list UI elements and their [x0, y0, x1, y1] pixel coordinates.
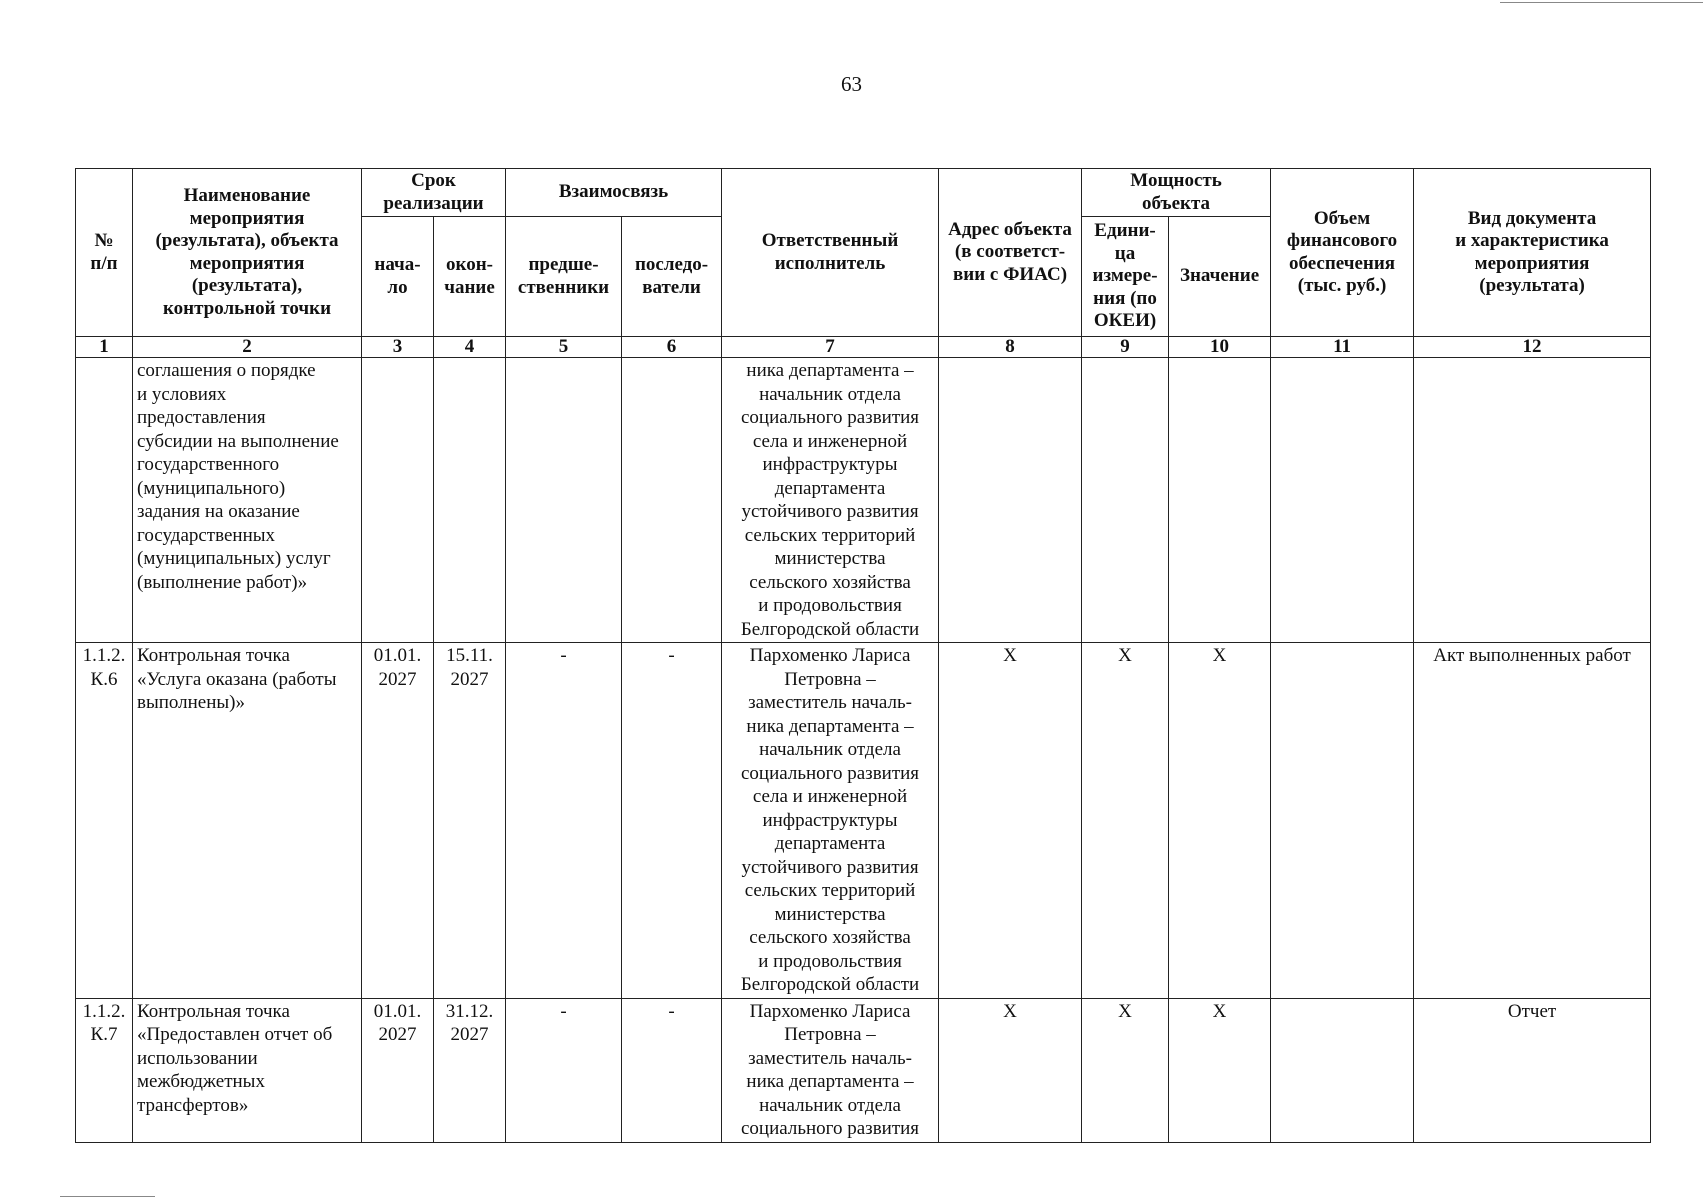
row-end: 15.11. 2027: [434, 643, 506, 999]
row-successors: -: [622, 643, 722, 999]
row-funding: [1271, 998, 1414, 1142]
column-number: 11: [1271, 337, 1414, 358]
row-predecessors: -: [506, 998, 622, 1142]
header-term-end: окон- чание: [434, 217, 506, 337]
column-number: 2: [133, 337, 362, 358]
column-number: 4: [434, 337, 506, 358]
row-funding: [1271, 358, 1414, 643]
row-doc: Отчет: [1414, 998, 1651, 1142]
row-doc: [1414, 358, 1651, 643]
row-name: соглашения о порядке и условиях предоставления субсидии на выполнение государственного (муниципального) задания на оказание государственных (муниципальных) услуг (выполнение работ)»: [133, 358, 362, 643]
row-responsible: Пархоменко Лариса Петровна – заместитель началь- ника департамента – начальник отдела социального развития села и инженерной инфраструктуры департамента устойчивого развития сельских территорий министерства сельского хозяйства и продовольствия Белгородской области: [722, 643, 939, 999]
bottom-left-rule: [60, 1196, 155, 1197]
table-row: [76, 998, 1651, 1142]
column-number: 9: [1082, 337, 1169, 358]
row-start: [362, 358, 434, 643]
row-unit: [1082, 358, 1169, 643]
column-number: 12: [1414, 337, 1651, 358]
column-number: 10: [1169, 337, 1271, 358]
row-value: X: [1169, 998, 1271, 1142]
header-term: Срок реализации: [362, 169, 506, 217]
table-row: [76, 358, 1651, 643]
row-start: 01.01. 2027: [362, 643, 434, 999]
row-start: 01.01. 2027: [362, 998, 434, 1142]
header-name: Наименование мероприятия (результата), объекта мероприятия (результата), контрольной точки: [133, 169, 362, 337]
column-number: 3: [362, 337, 434, 358]
header-relation: Взаимосвязь: [506, 169, 722, 217]
top-right-rule: [1500, 2, 1703, 3]
row-end: 31.12. 2027: [434, 998, 506, 1142]
row-successors: -: [622, 998, 722, 1142]
row-successors: [622, 358, 722, 643]
column-number: 1: [76, 337, 133, 358]
row-value: [1169, 358, 1271, 643]
column-number: 7: [722, 337, 939, 358]
header-num: № п/п: [76, 169, 133, 337]
header-doc-type: Вид документа и характеристика мероприятия (результата): [1414, 169, 1651, 337]
row-value: X: [1169, 643, 1271, 999]
header-capacity: Мощность объекта: [1082, 169, 1271, 217]
row-unit: X: [1082, 643, 1169, 999]
header-value: Значение: [1169, 217, 1271, 337]
plan-table: [75, 168, 1651, 1143]
header-responsible: Ответственный исполнитель: [722, 169, 939, 337]
row-funding: [1271, 643, 1414, 999]
row-predecessors: [506, 358, 622, 643]
row-address: X: [939, 643, 1082, 999]
header-term-start: нача- ло: [362, 217, 434, 337]
row-name: Контрольная точка «Предоставлен отчет об использовании межбюджетных трансфертов»: [133, 998, 362, 1142]
row-address: X: [939, 998, 1082, 1142]
row-number: 1.1.2. К.6: [76, 643, 133, 999]
row-number: [76, 358, 133, 643]
row-end: [434, 358, 506, 643]
header-funding: Объем финансового обеспечения (тыс. руб.): [1271, 169, 1414, 337]
header-unit: Едини- ца измере- ния (по ОКЕИ): [1082, 217, 1169, 337]
row-address: [939, 358, 1082, 643]
column-number: 6: [622, 337, 722, 358]
table-row: [76, 643, 1651, 999]
row-predecessors: -: [506, 643, 622, 999]
header-successors: последо- ватели: [622, 217, 722, 337]
header-predecessors: предше- ственники: [506, 217, 622, 337]
column-number: 8: [939, 337, 1082, 358]
header-address: Адрес объекта (в соответст- вии с ФИАС): [939, 169, 1082, 337]
row-name: Контрольная точка «Услуга оказана (работы выполнены)»: [133, 643, 362, 999]
column-number-row: [76, 337, 1651, 358]
row-number: 1.1.2. К.7: [76, 998, 133, 1142]
row-responsible: ника департамента – начальник отдела социального развития села и инженерной инфраструктуры департамента устойчивого развития сельских территорий министерства сельского хозяйства и продовольствия Белгородской области: [722, 358, 939, 643]
column-number: 5: [506, 337, 622, 358]
row-unit: X: [1082, 998, 1169, 1142]
row-doc: Акт выполненных работ: [1414, 643, 1651, 999]
page-number: 63: [841, 72, 862, 96]
row-responsible: Пархоменко Лариса Петровна – заместитель началь- ника департамента – начальник отдела социального развития: [722, 998, 939, 1142]
